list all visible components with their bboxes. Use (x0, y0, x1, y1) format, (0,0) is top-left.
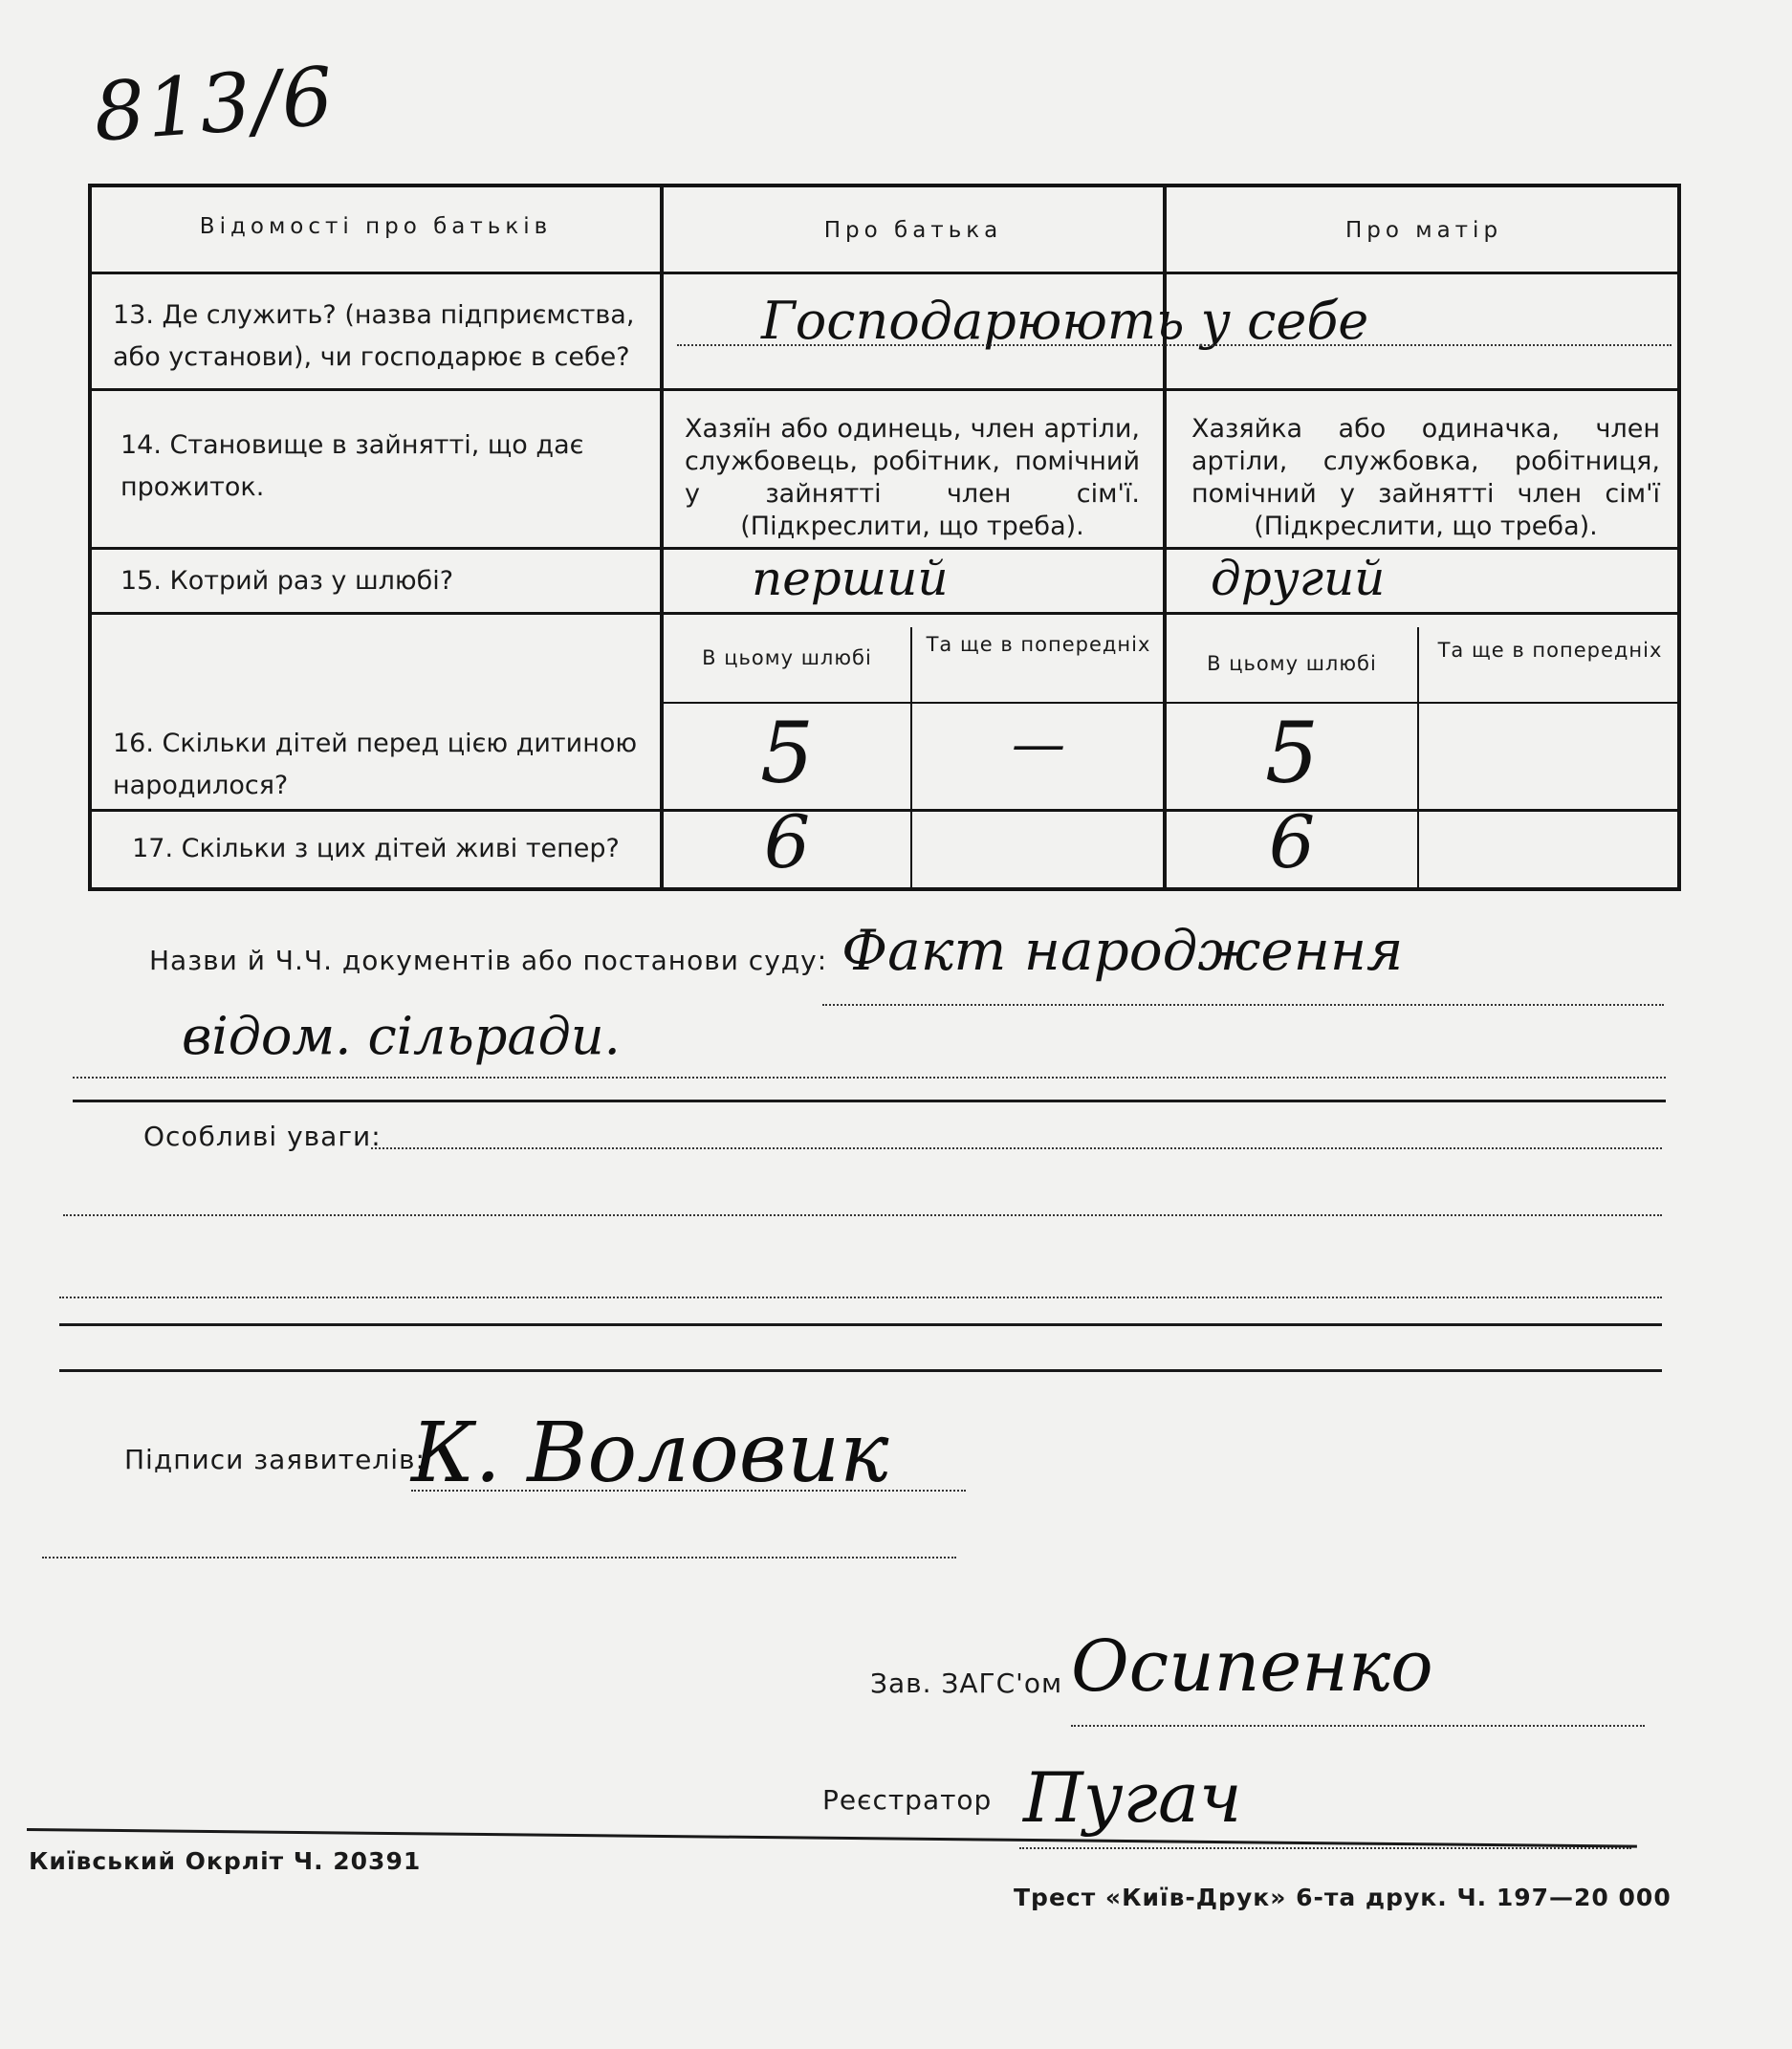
q14-father-options: Хазяїн або одинець, член артіли, службовець, робітник, помічний у зайнятті член сім'ї. (Підкреслити, що треба). (685, 414, 1140, 541)
q14-label: 14. Становище в зайнятті, що дає прожиток. (120, 430, 584, 502)
applicants-signature-line (411, 1490, 966, 1492)
header-father: Про батька (823, 218, 1003, 243)
footer-printer: Трест «Київ-Друк» 6-та друк. Ч. 197—20 000 (1014, 1884, 1672, 1911)
documents-separator (73, 1100, 1666, 1102)
table-divider (92, 388, 1681, 391)
registrar-label: Реєстратор (822, 1784, 993, 1816)
remarks-label: Особливі уваги: (143, 1121, 382, 1152)
documents-line2: відом. сільради. (182, 1006, 621, 1066)
q14-mother-options: Хазяйка або одиначка, член артіли, службовка, робітниця, помічний у зайнятті член сім'ї (Підкреслити, що треба). (1191, 414, 1660, 541)
q17-father-this: 6 (763, 799, 811, 884)
q13-label: 13. Де служить? (назва підприємства, або установи), чи господарює в себе? (113, 300, 635, 372)
table-divider (92, 612, 1681, 615)
zags-head-signature: Осипенко (1071, 1625, 1433, 1708)
q16-mother-this: 5 (1265, 704, 1319, 802)
q13-answer-line (677, 344, 1672, 346)
q13-answer: Господарюють у себе (761, 291, 1369, 351)
q17-label: 17. Скільки з цих дітей живі тепер? (132, 834, 620, 863)
remarks-separator (59, 1323, 1662, 1326)
applicants-signature-line (42, 1557, 956, 1559)
registrar-signature: Пугач (1023, 1757, 1242, 1838)
footer-censor-number: Київський Окрліт Ч. 20391 (29, 1847, 422, 1875)
q15-label: 15. Котрий раз у шлюбі? (120, 566, 454, 596)
documents-line2-rule (73, 1077, 1666, 1079)
parents-info-table (88, 184, 1681, 891)
applicants-label: Підписи заявителів: (124, 1444, 426, 1475)
archive-number: 813/6 (90, 49, 339, 160)
header-parents-info: Відомості про батьків (199, 214, 553, 239)
documents-line1: Факт народження (841, 918, 1404, 983)
table-divider (910, 627, 912, 891)
remarks-line (63, 1214, 1662, 1216)
registrar-signature-line (1019, 1847, 1631, 1849)
zags-head-signature-line (1071, 1725, 1645, 1727)
zags-head-label: Зав. ЗАГС'ом (870, 1668, 1063, 1699)
table-divider (1417, 627, 1419, 891)
q16-father-previous: — (1012, 713, 1065, 775)
table-divider (92, 547, 1681, 550)
documents-line1-rule (822, 1004, 1664, 1006)
q16-father-this: 5 (760, 704, 814, 802)
applicants-signature: К. Воловик (411, 1406, 889, 1501)
q17-mother-this: 6 (1268, 799, 1316, 884)
documents-label: Назви й Ч.Ч. документів або постанови суду: (149, 945, 828, 976)
subheader-father-previous: Та ще в попередніх (926, 633, 1151, 656)
remarks-line (59, 1297, 1662, 1298)
q15-mother-answer: другий (1211, 551, 1386, 606)
remarks-separator (59, 1369, 1662, 1372)
header-mother: Про матір (1344, 218, 1503, 243)
remarks-line (371, 1147, 1662, 1149)
table-divider (92, 272, 1681, 274)
footer-rule (27, 1828, 1637, 1848)
q15-father-answer: перший (752, 551, 949, 606)
subheader-mother-this-marriage: В цьому шлюбі (1207, 652, 1377, 675)
subheader-mother-previous: Та ще в попередніх (1437, 639, 1663, 662)
subheader-father-this-marriage: В цьому шлюбі (702, 646, 872, 669)
q16-label: 16. Скільки дітей перед цією дитиною народилося? (113, 729, 638, 800)
